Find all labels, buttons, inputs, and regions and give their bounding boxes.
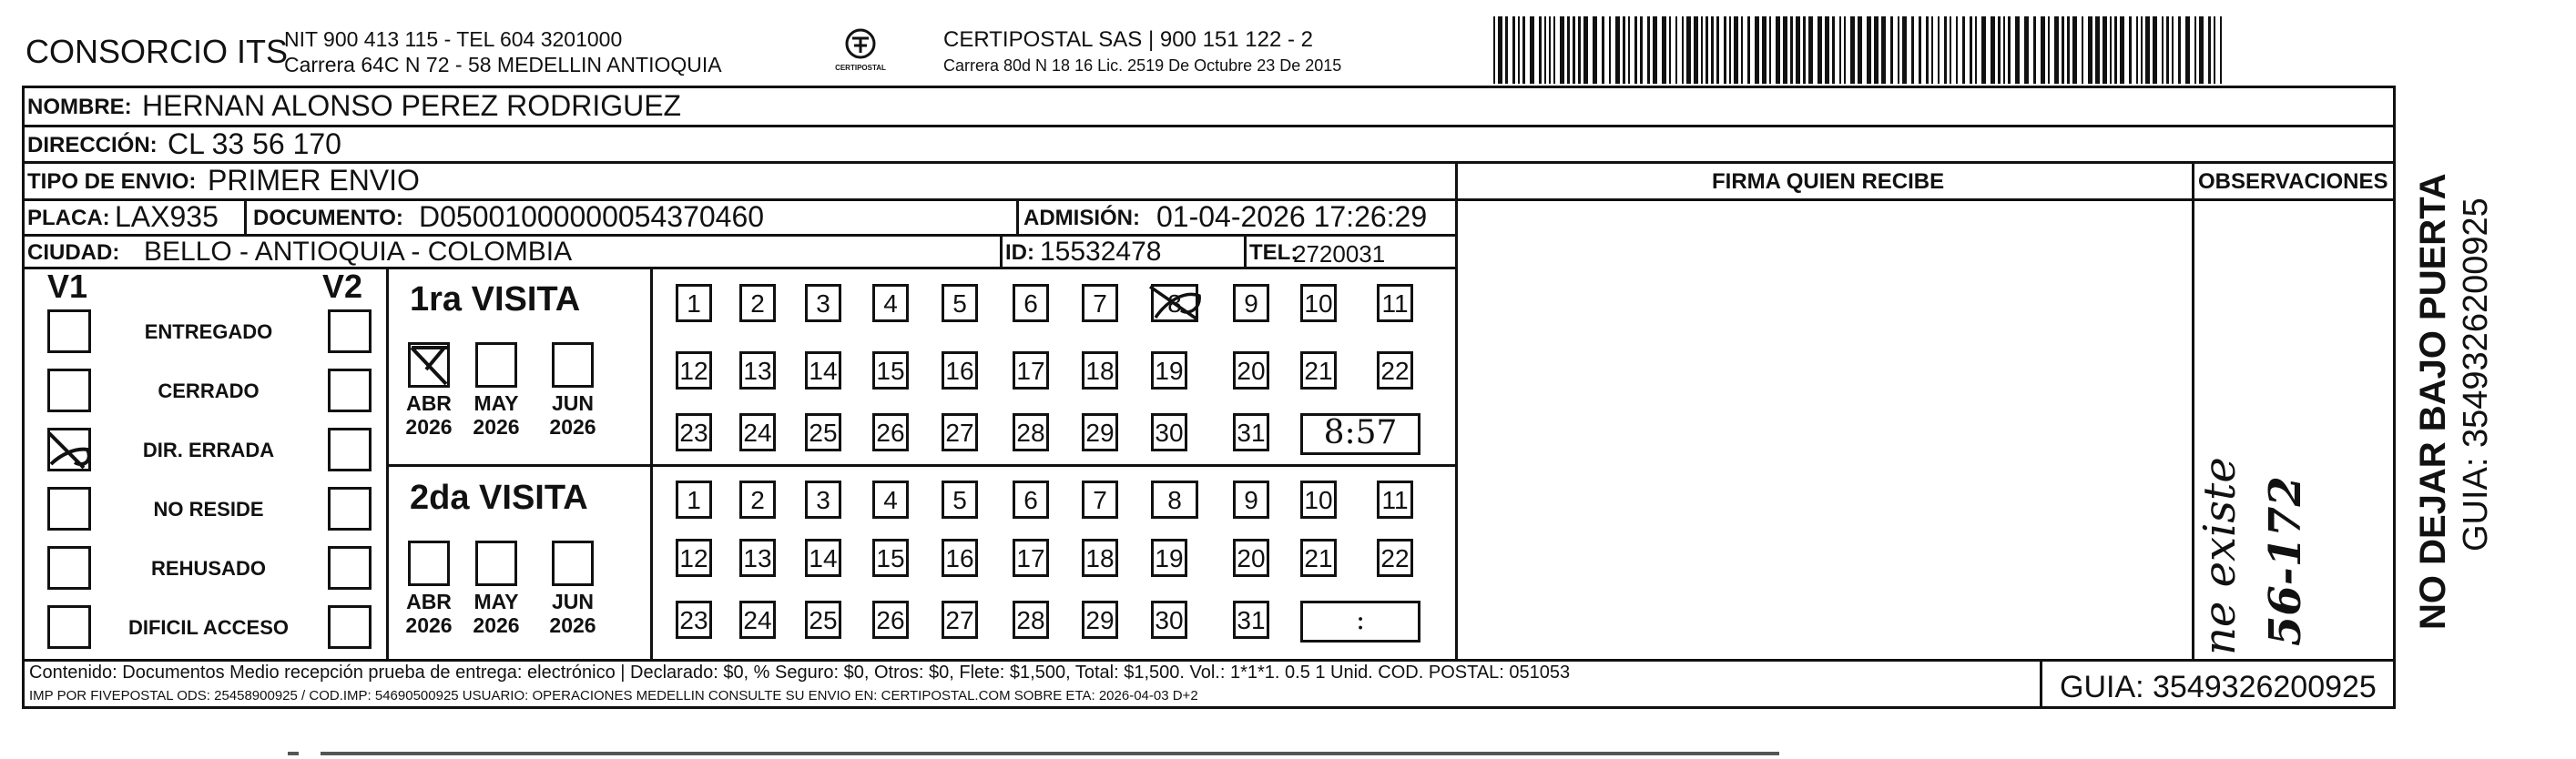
logo-text: CERTIPOSTAL xyxy=(835,64,886,72)
day-box[interactable]: 8 xyxy=(1151,284,1198,322)
day-box[interactable]: 4 xyxy=(872,284,909,322)
barcode-bar xyxy=(2062,16,2064,84)
day-box[interactable]: 15 xyxy=(872,351,909,390)
barcode-bar xyxy=(1573,16,1575,84)
day-box[interactable]: 29 xyxy=(1082,601,1118,639)
day-box[interactable]: 12 xyxy=(676,351,712,390)
tel-value: 2720031 xyxy=(1293,240,1386,268)
day-box[interactable]: 7 xyxy=(1082,284,1118,322)
v2-checkbox[interactable] xyxy=(328,309,372,353)
barcode-bar xyxy=(2054,16,2059,84)
day-box[interactable]: 29 xyxy=(1082,413,1118,451)
barcode-bar xyxy=(1981,16,1986,84)
barcode-bar xyxy=(2185,16,2190,84)
barcode-bar xyxy=(1493,16,1495,84)
barcode-bar xyxy=(1647,16,1650,84)
id-value: 15532478 xyxy=(1040,237,1162,267)
barcode-bar xyxy=(1931,16,1933,84)
barcode-bar xyxy=(1839,16,1841,84)
barcode-bar xyxy=(1962,16,1965,84)
barcode-bar xyxy=(1776,16,1780,84)
barcode-bar xyxy=(1560,16,1564,84)
day-box[interactable]: 11 xyxy=(1377,481,1413,519)
barcode-bar xyxy=(2072,16,2077,84)
day-box[interactable]: 18 xyxy=(1082,539,1118,577)
v1-label: V1 xyxy=(47,268,88,305)
month-checkbox[interactable] xyxy=(552,541,594,586)
day-box[interactable]: 20 xyxy=(1233,539,1269,577)
placa-value: LAX935 xyxy=(115,200,219,233)
v2-checkbox[interactable] xyxy=(328,487,372,531)
visit-title: 2da VISITA xyxy=(410,479,588,517)
day-box[interactable]: 9 xyxy=(1233,481,1269,519)
day-box[interactable]: 3 xyxy=(805,284,841,322)
day-box[interactable]: 16 xyxy=(942,351,978,390)
barcode-bar xyxy=(1867,16,1871,84)
barcode-bar xyxy=(2015,16,2020,84)
barcode-bar xyxy=(1975,16,1977,84)
day-box[interactable]: 2 xyxy=(739,481,776,519)
barcode-bar xyxy=(1803,16,1806,84)
barcode-bar xyxy=(1919,16,1921,84)
barcode-bar xyxy=(1530,16,1534,84)
day-box[interactable]: 26 xyxy=(872,601,909,639)
barcode-bar xyxy=(2095,16,2100,84)
barcode-bar xyxy=(1808,16,1813,84)
day-box[interactable]: 1 xyxy=(676,481,712,519)
day-box[interactable]: 18 xyxy=(1082,351,1118,390)
day-box[interactable]: 17 xyxy=(1013,351,1049,390)
cut-mark xyxy=(288,752,299,755)
day-box[interactable]: 19 xyxy=(1151,351,1187,390)
cut-line xyxy=(321,752,1779,755)
barcode-bar xyxy=(1694,16,1698,84)
barcode-bar xyxy=(1890,16,1893,84)
barcode-bar xyxy=(1970,16,1972,84)
nombre-value: HERNAN ALONSO PEREZ RODRIGUEZ xyxy=(142,89,682,122)
month-label: MAY 2026 xyxy=(473,391,520,439)
barcode-bar xyxy=(1505,16,1508,84)
day-box[interactable]: 10 xyxy=(1300,481,1337,519)
barcode-bar xyxy=(1522,16,1525,84)
v2-checkbox[interactable] xyxy=(328,605,372,649)
v1-checkbox[interactable] xyxy=(47,428,91,471)
barcode-bar xyxy=(1911,16,1914,84)
day-box[interactable]: 21 xyxy=(1300,351,1337,390)
month-label: JUN 2026 xyxy=(549,391,596,439)
barcode-bar xyxy=(1549,16,1551,84)
barcode-bar xyxy=(1583,16,1588,84)
nombre-label: NOMBRE: xyxy=(27,95,132,119)
barcode-bar xyxy=(2214,16,2215,84)
status-label: ENTREGADO xyxy=(144,320,273,343)
day-box[interactable]: 31 xyxy=(1233,601,1269,639)
day-box[interactable]: 30 xyxy=(1151,601,1187,639)
day-box[interactable]: 23 xyxy=(676,413,712,451)
day-box[interactable]: 27 xyxy=(942,601,978,639)
barcode-bar xyxy=(1991,16,1995,84)
day-box[interactable]: 6 xyxy=(1013,481,1049,519)
barcode-bar xyxy=(1956,16,1958,84)
footer-imp: IMP POR FIVEPOSTAL ODS: 25458900925 / COD.IMP: 54690500925 USUARIO: OPERACIONES MEDELLIN CONSULTE SU ENVIO EN: CERTIPOSTAL.COM SOBRE ETA: 2026-04-03 D+2 xyxy=(29,688,1198,703)
barcode-bar xyxy=(1755,16,1759,84)
month-checkbox[interactable] xyxy=(475,541,517,586)
footer-guia: GUIA: 3549326200925 xyxy=(2060,670,2377,704)
side-warning: NO DEJAR BAJO PUERTA xyxy=(2413,173,2453,630)
documento-label: DOCUMENTO: xyxy=(253,206,403,230)
barcode-bar xyxy=(1769,16,1771,84)
direccion-label: DIRECCIÓN: xyxy=(27,133,158,157)
barcode-bar xyxy=(1881,16,1886,84)
day-box[interactable]: 19 xyxy=(1151,539,1187,577)
status-label: DIR. ERRADA xyxy=(142,439,275,461)
certipostal-logo xyxy=(829,25,892,76)
status-label: DIFICIL ACCESO xyxy=(127,616,289,639)
barcode-bar xyxy=(2024,16,2029,84)
barcode-bar xyxy=(1615,16,1620,84)
barcode-bar xyxy=(1734,16,1738,84)
barcode-bar xyxy=(2141,16,2143,84)
barcode-bar xyxy=(2208,16,2211,84)
barcode-bar xyxy=(1944,16,1947,84)
barcode-bar xyxy=(1938,16,1940,84)
admision-label: ADMISIÓN: xyxy=(1023,206,1140,230)
day-box[interactable]: 26 xyxy=(872,413,909,451)
barcode-bar xyxy=(2162,16,2164,84)
barcode-bar xyxy=(1926,16,1929,84)
barcode-bar xyxy=(2003,16,2005,84)
visit-title: 1ra VISITA xyxy=(410,280,581,319)
month-checkbox[interactable] xyxy=(408,342,450,388)
time-box[interactable]: : xyxy=(1300,601,1420,643)
barcode-bar xyxy=(1716,16,1719,84)
status-label: REHUSADO xyxy=(151,557,266,580)
barcode-bar xyxy=(1662,16,1666,84)
barcode-bar xyxy=(1844,16,1846,84)
barcode-bar xyxy=(1593,16,1597,84)
day-box[interactable]: 25 xyxy=(805,413,841,451)
observation-note-2: 56-172 xyxy=(2260,476,2311,646)
barcode-bar xyxy=(1539,16,1542,84)
v1-checkbox[interactable] xyxy=(47,309,91,353)
status-label: CERRADO xyxy=(158,380,260,402)
firma-header: FIRMA QUIEN RECIBE xyxy=(1712,169,1945,194)
day-box[interactable]: 6 xyxy=(1013,284,1049,322)
day-box[interactable]: 21 xyxy=(1300,539,1337,577)
day-box[interactable]: 23 xyxy=(676,601,712,639)
barcode-bar xyxy=(2048,16,2050,84)
day-box[interactable]: 24 xyxy=(739,413,776,451)
v1-checkbox[interactable] xyxy=(47,546,91,590)
barcode-bar xyxy=(2088,16,2092,84)
barcode-bar xyxy=(1623,16,1625,84)
barcode-bar xyxy=(1711,16,1714,84)
status-label: NO RESIDE xyxy=(153,498,264,521)
barcode-bar xyxy=(1950,16,1951,84)
barcode-bar xyxy=(1762,16,1767,84)
day-box[interactable]: 22 xyxy=(1377,539,1413,577)
v2-checkbox[interactable] xyxy=(328,369,372,412)
company-address: Carrera 64C N 72 - 58 MEDELLIN ANTIOQUIA xyxy=(284,53,722,76)
day-box[interactable]: 22 xyxy=(1377,351,1413,390)
carrier-name: CERTIPOSTAL SAS | 900 151 122 - 2 xyxy=(943,27,1313,52)
barcode-bar xyxy=(2145,16,2150,84)
day-box[interactable]: 30 xyxy=(1151,413,1187,451)
barcode-bar xyxy=(1634,16,1637,84)
day-box[interactable]: 11 xyxy=(1377,284,1413,322)
day-box[interactable]: 16 xyxy=(942,539,978,577)
day-box[interactable]: 14 xyxy=(805,539,841,577)
barcode-bar xyxy=(1553,16,1555,84)
barcode-bar xyxy=(1544,16,1546,84)
barcode-bar xyxy=(1609,16,1611,84)
observaciones-header: OBSERVACIONES xyxy=(2198,169,2388,194)
day-box[interactable]: 31 xyxy=(1233,413,1269,451)
barcode-bar xyxy=(2103,16,2107,84)
barcode-bar xyxy=(1675,16,1677,84)
barcode-bar xyxy=(2129,16,2132,84)
barcode-bar xyxy=(2033,16,2036,84)
barcode-bar xyxy=(1796,16,1800,84)
barcode-bar xyxy=(1747,16,1750,84)
barcode-bar xyxy=(1741,16,1743,84)
barcode-bar xyxy=(1686,16,1691,84)
barcode-bar xyxy=(1898,16,1899,84)
admision-value: 01-04-2026 17:26:29 xyxy=(1156,200,1428,233)
footer-contenido: Contenido: Documentos Medio recepción prueba de entrega: electrónico | Declarado: $0, % Seguro: $0, Otros: $0, Flete: $1,500, Total: $1,500. Vol.: 1*1*1. 0.5 1 Unid. COD. POSTAL: 051053 xyxy=(29,663,1571,683)
barcode-bar xyxy=(1567,16,1570,84)
company-nit: NIT 900 413 115 - TEL 604 3201000 xyxy=(284,27,623,51)
ciudad-value: BELLO - ANTIOQUIA - COLOMBIA xyxy=(144,237,573,267)
day-box[interactable]: 12 xyxy=(676,539,712,577)
barcode-bar xyxy=(1512,16,1515,84)
barcode-bar xyxy=(1701,16,1703,84)
v2-checkbox[interactable] xyxy=(328,546,372,590)
barcode-bar xyxy=(1832,16,1835,84)
barcode-bar xyxy=(2114,16,2117,84)
v1-checkbox[interactable] xyxy=(47,487,91,531)
barcode-bar xyxy=(1850,16,1855,84)
barcode xyxy=(1493,16,2231,84)
day-box[interactable]: 15 xyxy=(872,539,909,577)
barcode-bar xyxy=(2199,16,2204,84)
placa-label: PLACA: xyxy=(27,206,110,230)
day-box[interactable]: 13 xyxy=(739,539,776,577)
day-box[interactable]: 1 xyxy=(676,284,712,322)
barcode-bar xyxy=(1783,16,1787,84)
day-box[interactable]: 10 xyxy=(1300,284,1337,322)
day-box[interactable]: 13 xyxy=(739,351,776,390)
ciudad-label: CIUDAD: xyxy=(27,240,120,265)
company-name: CONSORCIO ITS xyxy=(25,33,289,70)
day-box[interactable]: 25 xyxy=(805,601,841,639)
barcode-bar xyxy=(1817,16,1822,84)
v1-checkbox[interactable] xyxy=(47,369,91,412)
month-label: ABR 2026 xyxy=(405,391,453,439)
barcode-bar xyxy=(1653,16,1657,84)
barcode-bar xyxy=(2008,16,2011,84)
day-box[interactable]: 28 xyxy=(1013,601,1049,639)
barcode-bar xyxy=(2220,16,2222,84)
month-checkbox[interactable] xyxy=(552,342,594,388)
barcode-bar xyxy=(2136,16,2138,84)
day-box[interactable]: 5 xyxy=(942,481,978,519)
day-box[interactable]: 20 xyxy=(1233,351,1269,390)
day-box[interactable]: 7 xyxy=(1082,481,1118,519)
day-box[interactable]: 9 xyxy=(1233,284,1269,322)
barcode-bar xyxy=(1640,16,1643,84)
month-checkbox[interactable] xyxy=(408,541,450,586)
v2-checkbox[interactable] xyxy=(328,428,372,471)
id-label: ID: xyxy=(1005,240,1034,265)
barcode-bar xyxy=(1858,16,1862,84)
day-box[interactable]: 27 xyxy=(942,413,978,451)
barcode-bar xyxy=(2110,16,2112,84)
barcode-bar xyxy=(1790,16,1793,84)
barcode-bar xyxy=(2067,16,2070,84)
day-box[interactable]: 14 xyxy=(805,351,841,390)
day-box[interactable]: 24 xyxy=(739,601,776,639)
month-label: ABR 2026 xyxy=(405,590,453,637)
barcode-bar xyxy=(1518,16,1520,84)
day-box[interactable]: 5 xyxy=(942,284,978,322)
day-cross-mark xyxy=(1148,283,1203,325)
day-box[interactable]: 2 xyxy=(739,284,776,322)
tel-label: TEL: xyxy=(1249,240,1298,265)
barcode-bar xyxy=(1682,16,1684,84)
side-guia: GUIA: 3549326200925 xyxy=(2457,197,2495,552)
day-box[interactable]: 17 xyxy=(1013,539,1049,577)
v1-checkbox[interactable] xyxy=(47,605,91,649)
barcode-bar xyxy=(1874,16,1879,84)
time-box[interactable]: 8:57 xyxy=(1300,413,1420,455)
barcode-bar xyxy=(1729,16,1731,84)
documento-value: D05001000000054370460 xyxy=(419,200,765,233)
observation-note-1: ne existe xyxy=(2194,457,2245,655)
barcode-bar xyxy=(1498,16,1502,84)
barcode-bar xyxy=(2172,16,2174,84)
barcode-bar xyxy=(1825,16,1829,84)
month-label: MAY 2026 xyxy=(473,590,520,637)
barcode-bar xyxy=(2153,16,2157,84)
carrier-address: Carrera 80d N 18 16 Lic. 2519 De Octubre 23 De 2015 xyxy=(943,56,1342,75)
month-label: JUN 2026 xyxy=(549,590,596,637)
day-box[interactable]: 3 xyxy=(805,481,841,519)
barcode-bar xyxy=(2194,16,2196,84)
barcode-bar xyxy=(1705,16,1708,84)
barcode-bar xyxy=(1902,16,1907,84)
barcode-bar xyxy=(2178,16,2181,84)
barcode-bar xyxy=(2041,16,2045,84)
barcode-bar xyxy=(1578,16,1581,84)
barcode-bar xyxy=(2120,16,2124,84)
barcode-bar xyxy=(1628,16,1630,84)
tipo-value: PRIMER ENVIO xyxy=(208,164,420,197)
barcode-bar xyxy=(2082,16,2083,84)
barcode-bar xyxy=(2166,16,2169,84)
barcode-bar xyxy=(1602,16,1604,84)
v2-label: V2 xyxy=(322,268,363,305)
direccion-value: CL 33 56 170 xyxy=(168,127,341,160)
day-box[interactable]: 28 xyxy=(1013,413,1049,451)
barcode-bar xyxy=(1724,16,1726,84)
barcode-bar xyxy=(1998,16,2001,84)
day-box[interactable]: 8 xyxy=(1151,481,1198,519)
tipo-label: TIPO DE ENVIO: xyxy=(27,169,197,194)
day-box[interactable]: 4 xyxy=(872,481,909,519)
barcode-bar xyxy=(1669,16,1671,84)
month-checkbox[interactable] xyxy=(475,342,517,388)
